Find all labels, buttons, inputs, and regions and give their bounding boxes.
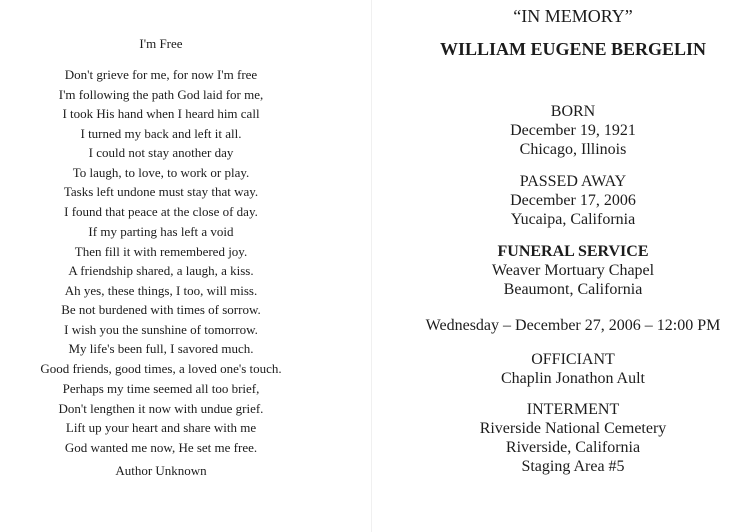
poem-line: Don't grieve for me, for now I'm free: [64, 67, 258, 82]
service-datetime: Wednesday – December 27, 2006 – 12:00 PM: [425, 317, 721, 334]
interment-area: Staging Area #5: [521, 458, 625, 475]
interment-label: INTERMENT: [526, 401, 620, 418]
born-place: Chicago, Illinois: [519, 141, 627, 158]
poem-line: Perhaps my time seemed all too brief,: [62, 381, 260, 396]
service-venue: Weaver Mortuary Chapel: [491, 262, 655, 279]
poem-line: A friendship shared, a laugh, a kiss.: [68, 263, 254, 278]
poem-line: I turned my back and left it all.: [80, 125, 242, 141]
passed-date: December 17, 2006: [510, 192, 636, 209]
born-date: December 19, 1921: [510, 122, 636, 139]
poem-line: I took His hand when I heard him call: [62, 106, 260, 121]
poem-line: Don't lengthen it now with undue grief.: [58, 400, 264, 416]
memorial-heading: “IN MEMORY”: [513, 6, 633, 26]
poem-author: Author Unknown: [115, 463, 207, 478]
poem-line: Ah yes, these things, I too, will miss.: [64, 282, 258, 298]
passed-place: Yucaipa, California: [510, 211, 636, 228]
poem-line: Then fill it with remembered joy.: [74, 243, 248, 259]
officiant-label: OFFICIANT: [531, 351, 615, 368]
service-place: Beaumont, California: [503, 281, 643, 298]
poem-line: I wish you the sunshine of tomorrow.: [64, 321, 258, 337]
poem-line: To laugh, to love, to work or play.: [72, 164, 250, 180]
deceased-name: WILLIAM EUGENE BERGELIN: [439, 39, 707, 59]
poem-line: I could not stay another day: [88, 145, 234, 160]
poem-line: Lift up your heart and share with me: [65, 420, 257, 435]
poem-line: Tasks left undone must stay that way.: [63, 184, 259, 199]
poem-line: If my parting has left a void: [88, 224, 234, 239]
page-fold: [371, 0, 372, 532]
interment-place: Riverside, California: [505, 439, 641, 456]
interment-cemetery: Riverside National Cemetery: [479, 420, 667, 437]
passed-label: PASSED AWAY: [519, 173, 627, 190]
poem-line: Good friends, good times, a loved one's touch.: [40, 360, 282, 376]
officiant-name: Chaplin Jonathon Ault: [501, 370, 645, 387]
poem-line: I'm following the path God laid for me,: [58, 86, 264, 102]
poem-title: I'm Free: [139, 36, 183, 51]
service-label: FUNERAL SERVICE: [497, 243, 649, 260]
poem-line: God wanted me now, He set me free.: [64, 439, 258, 455]
poem-line: Be not burdened with times of sorrow.: [61, 302, 261, 317]
born-label: BORN: [550, 103, 596, 120]
poem-line: I found that peace at the close of day.: [64, 203, 258, 219]
poem-line: My life's been full, I savored much.: [68, 341, 254, 356]
